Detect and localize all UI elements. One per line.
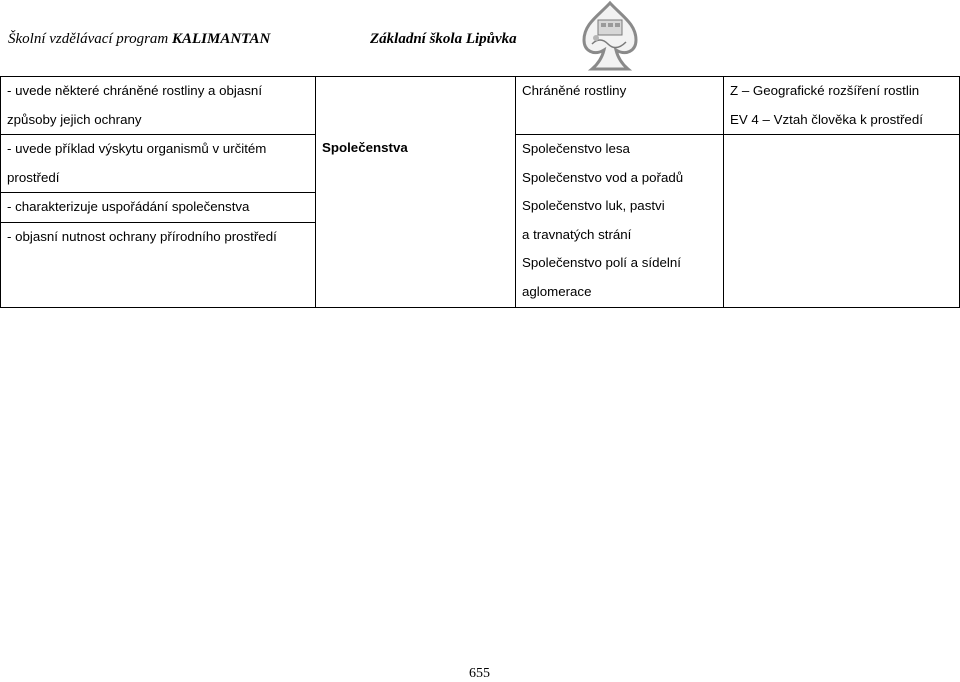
- outcome-line: - uvede některé chráněné rostliny a objasní: [7, 83, 263, 98]
- outcome-line: prostředí: [7, 169, 60, 185]
- program-title: [8, 31, 270, 48]
- content-line: Společenstvo polí a sídelní: [522, 255, 681, 270]
- content-line: Chráněné rostliny: [522, 83, 627, 98]
- outcomes-cell: [1, 135, 316, 193]
- crosscurricular-line: Z – Geografické rozšíření rostlin: [730, 83, 920, 98]
- curriculum-table: [0, 76, 960, 308]
- outcomes-cell: [1, 77, 316, 135]
- content-line: aglomerace: [522, 283, 592, 299]
- outcomes-cell: [1, 193, 316, 223]
- topic-label: Společenstva: [322, 140, 408, 155]
- school-name: Základní škola Lipůvka: [370, 31, 517, 47]
- content-line: Společenstvo lesa: [522, 141, 630, 156]
- content-cell: [516, 77, 724, 135]
- crosscurricular-cell: [724, 77, 960, 135]
- content-line: Společenstvo luk, pastvi: [522, 198, 665, 213]
- outcome-line: - uvede příklad výskytu organismů v určitém: [7, 141, 267, 156]
- program-prefix: Školní vzdělávací program: [8, 31, 172, 47]
- school-logo-icon: [578, 0, 642, 72]
- crosscurricular-cell: [724, 135, 960, 308]
- content-line: Společenstvo vod a pořadů: [522, 169, 684, 185]
- content-line: a travnatých strání: [522, 226, 632, 242]
- page-number: 655: [469, 666, 490, 681]
- table-row: [1, 77, 960, 135]
- program-name: KALIMANTAN: [172, 31, 271, 47]
- outcome-line: - objasní nutnost ochrany přírodního prostředí: [7, 228, 277, 244]
- outcomes-cell: [1, 222, 316, 307]
- crosscurricular-line: EV 4 – Vztah člověka k prostředí: [730, 111, 923, 127]
- outcome-line: - charakterizuje uspořádání společenstva: [7, 199, 250, 214]
- topic-cell: [316, 77, 516, 308]
- outcome-line: způsoby jejich ochrany: [7, 111, 142, 127]
- content-cell: [516, 135, 724, 308]
